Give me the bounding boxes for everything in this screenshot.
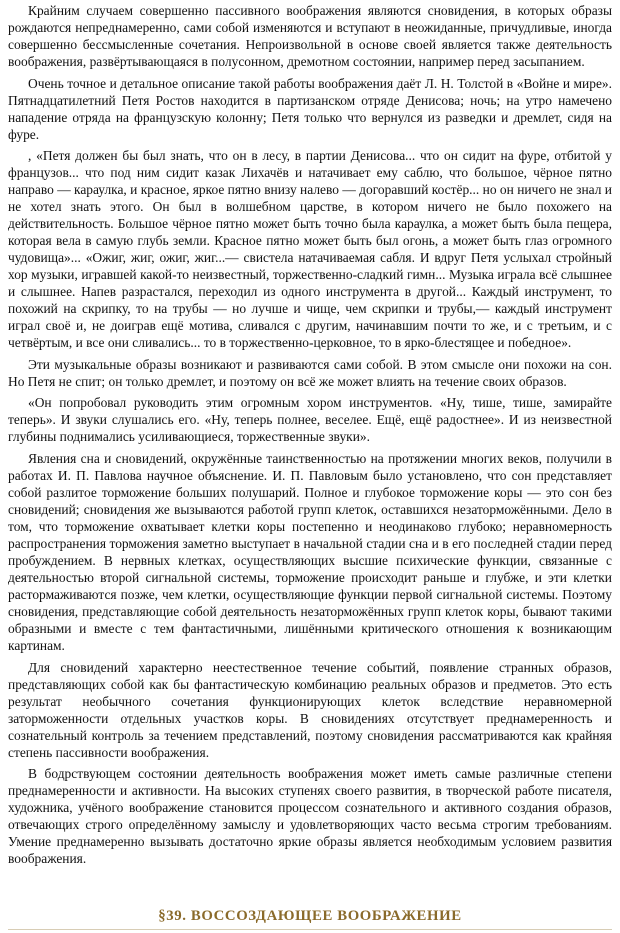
paragraph-petya-quote: , «Петя должен бы был знать, что он в лесу, в партии Денисова... что он сидит на фуре, отбитой у французов... что под ним сидит казак Лихачёв и натачивает ему саблю, что большое, чёрное пятно направо — караулка, и красное, яркое пятно внизу налево — догоравший костёр... но он ничего не знал и не хотел знать этого. Он был в волшебном царстве, в котором ничего не было похожего на действительность. Большое чёрное пятно может быть точно была караулка, а может быть была пещера, которая вела в самую глубь земли. Красное пятно может быть был огонь, а может быть глаз огромного чудовища»... «Ожиг, жиг, ожиг, жиг...— свистела натачиваемая сабля. И вдруг Петя услыхал стройный хор музыки, игравшей какой-то неизвестный, торжественно-сладкий гимн... Музыка играла всё слышнее и слышнее. Напев разрастался, переходил из одного инструмента в другой... Каждый инструмент, то похожий на скрипку, то на трубы — но лучше и чище, чем скрипки и трубы,— каждый инструмент играл своё и, не доиграв ещё мотива, сливался с другим, начинавшим почти то же, и с третьим, и с четвёртым, и все они сливались... то в торжественно-церковное, то в ярко-блестящее и победное». bbox=[8, 148, 612, 351]
heading-divider bbox=[8, 929, 612, 930]
paragraph-awake-imagination: В бодрствующем состоянии деятельность воображения может иметь самые различные степени преднамеренности и активности. На высоких ступенях своего развития, в творческой работе писателя, художника, учёного воображение становится процессом сознательного и активного создания образов, отвечающих строго определённому замыслу и удовлетворяющих часто весьма строгим требованиям. Умение преднамеренно вызывать достаточно яркие образы является необходимым условием развития воображения. bbox=[8, 766, 612, 867]
paragraph-music-images: Эти музыкальные образы возникают и развиваются сами собой. В этом смысле они похожи на сон. Но Петя не спит; он только дремлет, и поэтому он всё же может влиять на течение своих образов. bbox=[8, 356, 612, 389]
paragraph-pavlov-sleep: Явления сна и сновидений, окружённые таинственностью на протяжении многих веков, получили в работах И. П. Павлова научное объяснение. И. П. Павловым было установлено, что сон представляет собой разлитое торможение больших полушарий. Полное и глубокое торможение коры — это сон без сновидений; сновидения же вызываются работой групп клеток, оставшихся незаторможёнными. Дело в том, что торможение охватывает клетки коры постепенно и неодинаково глубоко; неравномерность распространения торможения заметно выступает в начальной стадии сна и в его последней стадии перед пробуждением. В нервных клетках, осуществляющих высшие психические функции, связанные с деятельностью второй сигнальной системы, торможение происходит раньше и глубже, и эти клетки растормаживаются позже, чем клетки, осуществляющие функции первой сигнальной системы. Поэтому сновидения, представляющие собой деятельность незаторможённых групп клеток коры, бывают такими образными и вместе с тем фантастичными, лишёнными критического отношения к возникающим картинам. bbox=[8, 450, 612, 653]
paragraph-dreams-intro: Крайним случаем совершенно пассивного воображения являются сновидения, в которых образы рождаются непреднамеренно, сами собой изменяются и вступают в неожиданные, причудливые, иногда совершенно бессмысленные сочетания. Непроизвольной в основе своей является также деятельность воображения, развёртывающаяся в полусонном, дремотном состоянии, например перед засыпанием. bbox=[8, 3, 612, 69]
paragraph-tolstoy-intro: Очень точное и детальное описание такой работы воображения даёт Л. Н. Толстой в «Войне и мире». Пятнадцатилетний Петя Ростов находится в партизанском отряде Денисова; ночь; на утро намечено нападение отряда на французскую колонну; Петя только что вернулся из разведки и дремлет, сидя на фуре. bbox=[8, 75, 612, 142]
paragraph-choir-quote: «Он попробовал руководить этим огромным хором инструментов. «Ну, тише, тише, замирайте теперь». И звуки слушались его. «Ну, теперь полнее, веселее. Ещё, ещё радостнее». И из неизвестной глубины поднимались усиливающиеся, торжественные звуки». bbox=[8, 395, 612, 445]
paragraph-dream-features: Для сновидений характерно неестественное течение событий, появление странных образов, представляющих собой как бы фантастическую комбинацию реальных образов и предметов. Это есть результат необычного сочетания функционирующих клеток вследствие неравномерной заторможенности отдельных участков коры. В сновидениях отсутствует преднамеренность и сознательный контроль за течением представлений, поэтому сновидения рассматриваются как крайняя степень пассивности воображения. bbox=[8, 659, 612, 760]
section-heading: §39. ВОССОЗДАЮЩЕЕ ВООБРАЖЕНИЕ bbox=[158, 908, 462, 924]
